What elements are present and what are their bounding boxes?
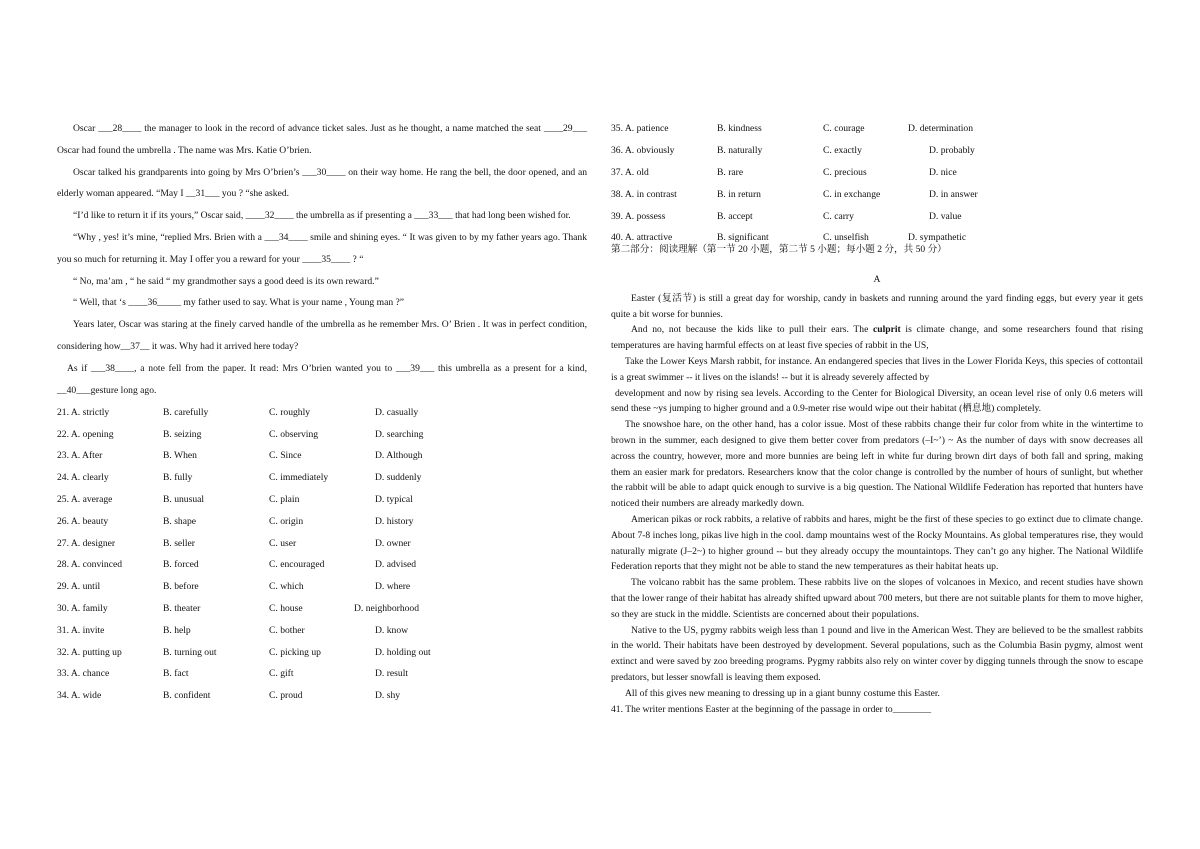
option-b: B. fact xyxy=(163,668,189,680)
option-a: 32. A. putting up xyxy=(57,646,122,658)
option-b: B. significant xyxy=(717,232,769,244)
option-c: C. bother xyxy=(269,624,305,636)
option-a: 38. A. in contrast xyxy=(611,188,677,200)
cloze-paragraph: As if ___38____, a note fell from the paper. It read: Mrs O’brien wanted you to ___39___ this umbrella as a present for a kind, __40___gesture long ago. xyxy=(57,362,587,396)
option-b: B. seizing xyxy=(163,428,202,440)
option-a: 30. A. family xyxy=(57,602,108,614)
option-d: D. typical xyxy=(375,493,413,505)
option-row-34 xyxy=(57,685,587,707)
option-row-28 xyxy=(57,554,587,576)
option-row-29 xyxy=(57,576,587,598)
option-a: 33. A. chance xyxy=(57,668,110,680)
option-d: D. shy xyxy=(375,690,401,702)
right-column xyxy=(611,118,1143,717)
reading-paragraph: Take the Lower Keys Marsh rabbit, for instance. An endangered species that lives in the Lower Florida Keys, this species of cottontail is a great swimmer -- it lives on the islands! -- but it is already severely affected by xyxy=(611,355,1143,383)
reading-paragraph: The snowshoe hare, on the other hand, has a color issue. Most of these rabbits change their fur color from white in the wintertime to brown in the summer, each designed to give them better cover from predators (–I~’) ~ As the number of days with snow decreases all across the country, however, more and more bunnies are being left in white fur during brown dirt days of both fall and spring, making them an easier mark for predators. Researchers know that the color change is controlled by the number of hours of sunlight, but whether the rabbit will be able to adapt quick enough to survive is a big question. The National Wildlife Federation has reported that hunters have noticed their numbers are already markedly down. xyxy=(611,419,1143,510)
option-d: D. Although xyxy=(375,450,423,462)
option-a: 35. A. patience xyxy=(611,123,669,135)
option-b: B. fully xyxy=(163,472,193,484)
option-c: C. courage xyxy=(823,123,865,135)
reading-paragraph: All of this gives new meaning to dressing up in a giant bunny costume this Easter. xyxy=(625,687,940,699)
option-row-26 xyxy=(57,510,587,532)
option-b: B. forced xyxy=(163,559,199,571)
option-row-37 xyxy=(611,162,1143,184)
option-b: B. in return xyxy=(717,188,761,200)
cloze-paragraph: “ No, ma’am , “ he said “ my grandmother says a good deed is its own reward.” xyxy=(73,275,379,287)
option-c: C. gift xyxy=(269,668,294,680)
cloze-paragraph: “Why , yes! it’s mine, “replied Mrs. Brien with a ___34____ smile and shining eyes. “ It was given to by my father years ago. Thank you so much for returning it. May I offer you a reward for your ____35____ ? “ xyxy=(57,231,587,265)
reading-paragraph: The volcano rabbit has the same problem. These rabbits live on the slopes of volcanoes in Mexico, and recent studies have shown that the lower range of their habitat has already shifted upward about 700 meters, but there are not suitable plants for them to move higher, so they are stuck in the middle. Scientists are concerned about their populations. xyxy=(611,577,1143,620)
option-c: C. roughly xyxy=(269,406,311,418)
option-b: B. kindness xyxy=(717,123,762,135)
option-b: B. accept xyxy=(717,210,753,222)
option-c: C. house xyxy=(269,602,303,614)
option-d: D. owner xyxy=(375,537,411,549)
option-c: C. which xyxy=(269,581,304,593)
option-row-33 xyxy=(57,663,587,685)
option-row-39 xyxy=(611,205,1143,227)
option-row-38 xyxy=(611,183,1143,205)
option-a: 36. A. obviously xyxy=(611,145,675,157)
option-a: 21. A. strictly xyxy=(57,406,110,418)
option-a: 26. A. beauty xyxy=(57,515,109,527)
option-d: D. determination xyxy=(908,123,974,135)
option-c: C. Since xyxy=(269,450,302,462)
option-c: C. picking up xyxy=(269,646,321,658)
option-a: 27. A. designer xyxy=(57,537,116,549)
option-b: B. confident xyxy=(163,690,211,702)
option-row-30 xyxy=(57,598,587,620)
option-c: C. plain xyxy=(269,493,300,505)
option-row-24 xyxy=(57,467,587,489)
reading-paragraph xyxy=(611,322,1143,354)
option-d: D. know xyxy=(375,624,409,636)
passage-letter: A xyxy=(873,273,881,285)
option-c: C. immediately xyxy=(269,472,329,484)
option-a: 31. A. invite xyxy=(57,624,105,636)
cloze-paragraph: “ Well, that ‘s ____36_____ my father used to say. What is your name , Young man ?” xyxy=(73,297,405,309)
option-b: B. carefully xyxy=(163,406,209,418)
option-d: D. where xyxy=(375,581,411,593)
cloze-paragraph: Years later, Oscar was staring at the finely carved handle of the umbrella as he remember Mrs. O’ Brien . It was in perfect condition, considering how__37__ it was. Why had it arrived here today? xyxy=(57,319,587,352)
option-d: D. advised xyxy=(375,559,417,571)
option-d: D. sympathetic xyxy=(908,232,967,244)
question-41: 41. The writer mentions Easter at the beginning of the passage in order to________ xyxy=(611,703,932,715)
option-a: 37. A. old xyxy=(611,166,649,178)
option-b: B. help xyxy=(163,624,191,636)
option-a: 34. A. wide xyxy=(57,690,102,702)
option-c: C. exactly xyxy=(823,145,862,157)
option-row-32 xyxy=(57,641,587,663)
option-d: D. casually xyxy=(375,406,419,418)
option-d: D. probably xyxy=(929,145,975,157)
text-span: And no, not because the kids like to pull their ears. The xyxy=(631,324,874,336)
option-a: 24. A. clearly xyxy=(57,472,109,484)
option-d: D. suddenly xyxy=(375,472,422,484)
option-b: B. before xyxy=(163,581,199,593)
option-d: D. value xyxy=(929,210,962,222)
option-d: D. neighborhood xyxy=(354,602,420,614)
option-b: B. turning out xyxy=(163,646,217,658)
option-b: B. naturally xyxy=(717,145,763,157)
cloze-paragraph: Oscar ___28____ the manager to look in the record of advance ticket sales. Just as he thought, a name matched the seat ____29___ Oscar had found the umbrella . The name was Mrs. Katie O’brien. xyxy=(57,123,587,156)
bold-word: culprit xyxy=(873,324,901,336)
option-b: B. unusual xyxy=(163,493,205,505)
option-d: D. nice xyxy=(929,166,957,178)
option-c: C. user xyxy=(269,537,297,549)
left-column xyxy=(57,118,587,707)
option-b: B. When xyxy=(163,450,197,462)
option-d: D. result xyxy=(375,668,409,680)
option-a: 23. A. After xyxy=(57,450,103,462)
cloze-paragraph: “I’d like to return it if its yours,” Oscar said, ____32____ the umbrella as if presenting a ___33___ that had long been wished for. xyxy=(73,210,571,222)
reading-paragraph: development and now by rising sea levels. According to the Center for Biological Diversity, an ocean level rise of only 0.6 meters will send these ~ys jumping to higher ground and a 0.9-meter rise would wipe out their habitat (栖息地) completely. xyxy=(611,387,1143,415)
reading-paragraph: American pikas or rock rabbits, a relative of rabbits and hares, might be the first of these species to go extinct due to climate change. About 7-8 inches long, pikas live high in the cool. damp mountains west of the Rocky Mountains. As global temperatures rise, they would naturally migrate (J–2~) to higher ground -- but they already occupy the mountaintops. They can’t go any higher. The National Wildlife Federation reports that they might not be able to stand the new temperatures as their habitat heats up. xyxy=(611,513,1143,573)
option-a: 40. A. attractive xyxy=(611,232,673,244)
option-d: D. holding out xyxy=(375,646,431,658)
option-row-36 xyxy=(611,140,1143,162)
option-c: C. origin xyxy=(269,515,304,527)
option-a: 25. A. average xyxy=(57,493,113,505)
option-row-31 xyxy=(57,619,587,641)
cloze-paragraph: Oscar talked his grandparents into going by Mrs O’brien’s ___30____ on their way home. He rang the bell, the door opened, and an elderly woman appeared. “May I __31___ you ? “she asked. xyxy=(57,166,587,200)
option-row-23 xyxy=(57,445,587,467)
option-b: B. rare xyxy=(717,166,744,178)
option-row-35 xyxy=(611,118,1143,140)
option-c: C. observing xyxy=(269,428,319,440)
option-c: C. carry xyxy=(823,210,854,222)
option-c: C. in exchange xyxy=(823,188,881,200)
text-span: is climate change, and some researchers found that rising temperatures are having harmful effects on at least five species of rabbit in the US, xyxy=(611,324,1143,352)
option-b: B. theater xyxy=(163,602,201,614)
reading-paragraph: Easter (复活节) is still a great day for worship, candy in baskets and running around the yard finding eggs, but every year it gets quite a bit worse for bunnies. xyxy=(611,292,1143,320)
option-b: B. shape xyxy=(163,515,197,527)
section-heading: 第二部分：阅读理解（第一节 20 小题，第二节 5 小题；每小题 2 分，共 50 分） xyxy=(611,243,947,255)
option-row-21 xyxy=(57,401,587,423)
option-c: C. precious xyxy=(823,166,867,178)
reading-paragraph: Native to the US, pygmy rabbits weigh less than 1 pound and live in the American West. They are believed to be the smallest rabbits in the world. Their habitats have been destroyed by development. Several populations, such as the Columbia Basin pygmy, almost went extinct and were saved by zoo breeding programs. Pygmy rabbits also rely on winter cover by digging tunnels through the snow to escape predators, but lesser snowfall is leaving them exposed. xyxy=(611,624,1143,683)
options-list-right xyxy=(611,118,1143,249)
options-list-left xyxy=(57,401,587,706)
option-c: C. encouraged xyxy=(269,559,325,571)
option-row-27 xyxy=(57,532,587,554)
option-d: D. in answer xyxy=(929,188,978,200)
option-a: 28. A. convinced xyxy=(57,559,123,571)
option-d: D. searching xyxy=(375,428,424,440)
option-c: C. proud xyxy=(269,690,303,702)
option-a: 29. A. until xyxy=(57,581,101,593)
option-row-22 xyxy=(57,423,587,445)
option-d: D. history xyxy=(375,515,414,527)
option-a: 39. A. possess xyxy=(611,210,666,222)
option-a: 22. A. opening xyxy=(57,428,114,440)
option-c: C. unselfish xyxy=(823,232,869,244)
option-row-25 xyxy=(57,489,587,511)
option-b: B. seller xyxy=(163,537,195,549)
